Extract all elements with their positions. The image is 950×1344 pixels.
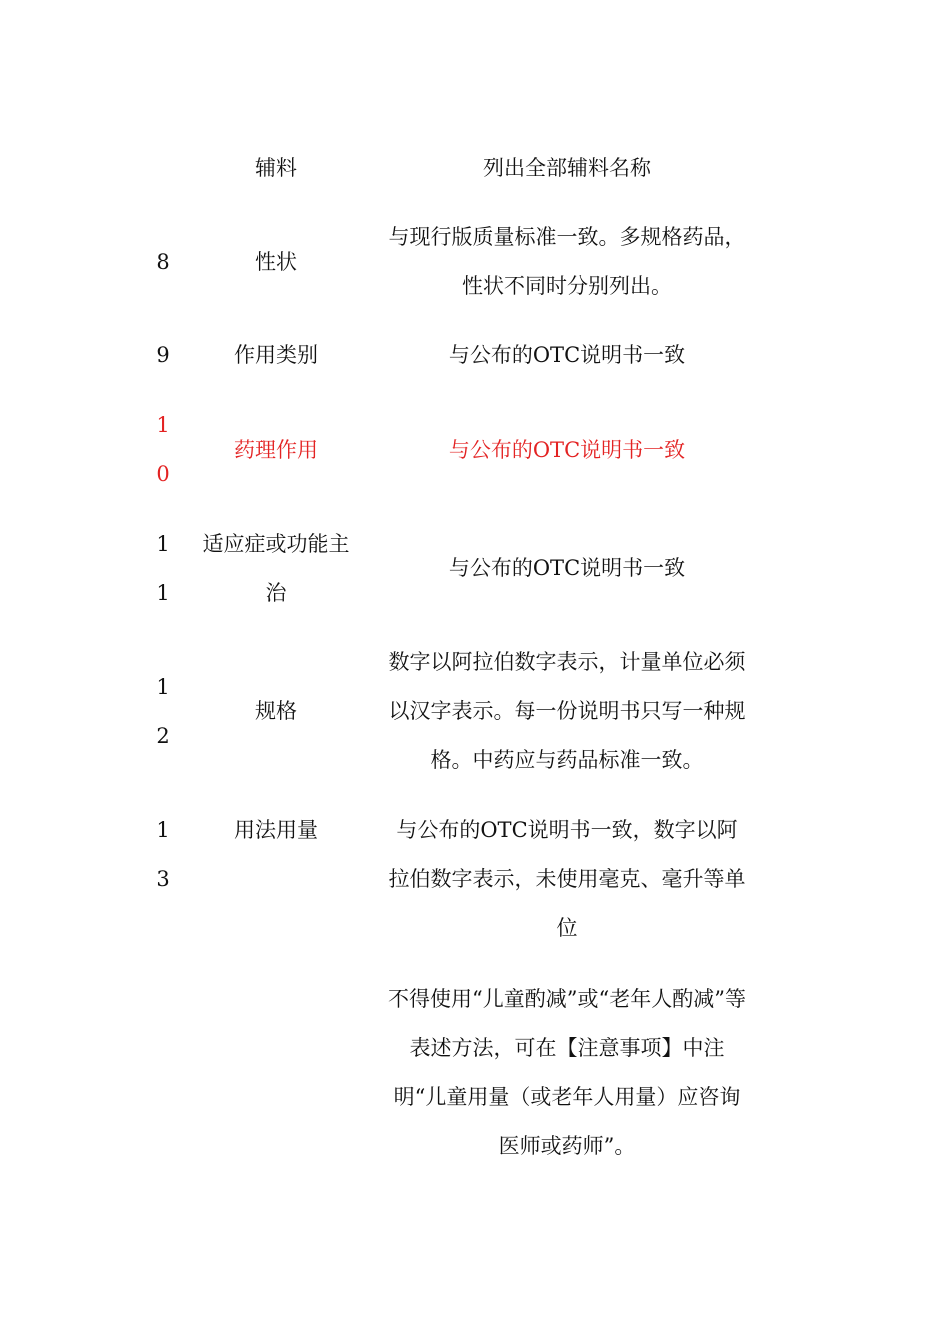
- item-name: 药理作用: [234, 438, 318, 462]
- item-description: 与公布的OTC说明书一致，数字以阿 拉伯数字表示，未使用毫克、毫升等单 位: [388, 818, 746, 940]
- item-description: 数字以阿拉伯数字表示，计量单位必须 以汉字表示。每一份说明书只写一种规 格。中药应与药品标准一致。: [388, 650, 746, 772]
- item-name: 辅料: [255, 156, 297, 180]
- item-name: 作用类别: [234, 343, 318, 367]
- row-number: 9: [156, 343, 170, 367]
- item-name: 用法用量: [234, 818, 318, 842]
- row-number: 1 3: [156, 818, 170, 891]
- item-description: 与公布的OTC说明书一致: [448, 343, 686, 367]
- item-description: 列出全部辅料名称: [483, 156, 651, 180]
- row-number: 1 0: [156, 413, 170, 486]
- row-number: 1 2: [156, 675, 170, 748]
- row-number: 1 1: [156, 532, 170, 605]
- item-description: 不得使用“儿童酌减”或“老年人酌减”等 表述方法，可在【注意事项】中注 明“儿童用量（或老年人用量）应咨询 医师或药师”。: [388, 987, 746, 1158]
- item-name: 适应症或功能主 治: [202, 532, 350, 605]
- row-number: 8: [156, 250, 170, 274]
- item-description: 与公布的OTC说明书一致: [448, 438, 686, 462]
- item-name: 规格: [255, 699, 297, 723]
- item-description: 与公布的OTC说明书一致: [448, 556, 686, 580]
- item-description: 与现行版质量标准一致。多规格药品， 性状不同时分别列出。: [388, 225, 746, 298]
- item-name: 性状: [255, 250, 297, 274]
